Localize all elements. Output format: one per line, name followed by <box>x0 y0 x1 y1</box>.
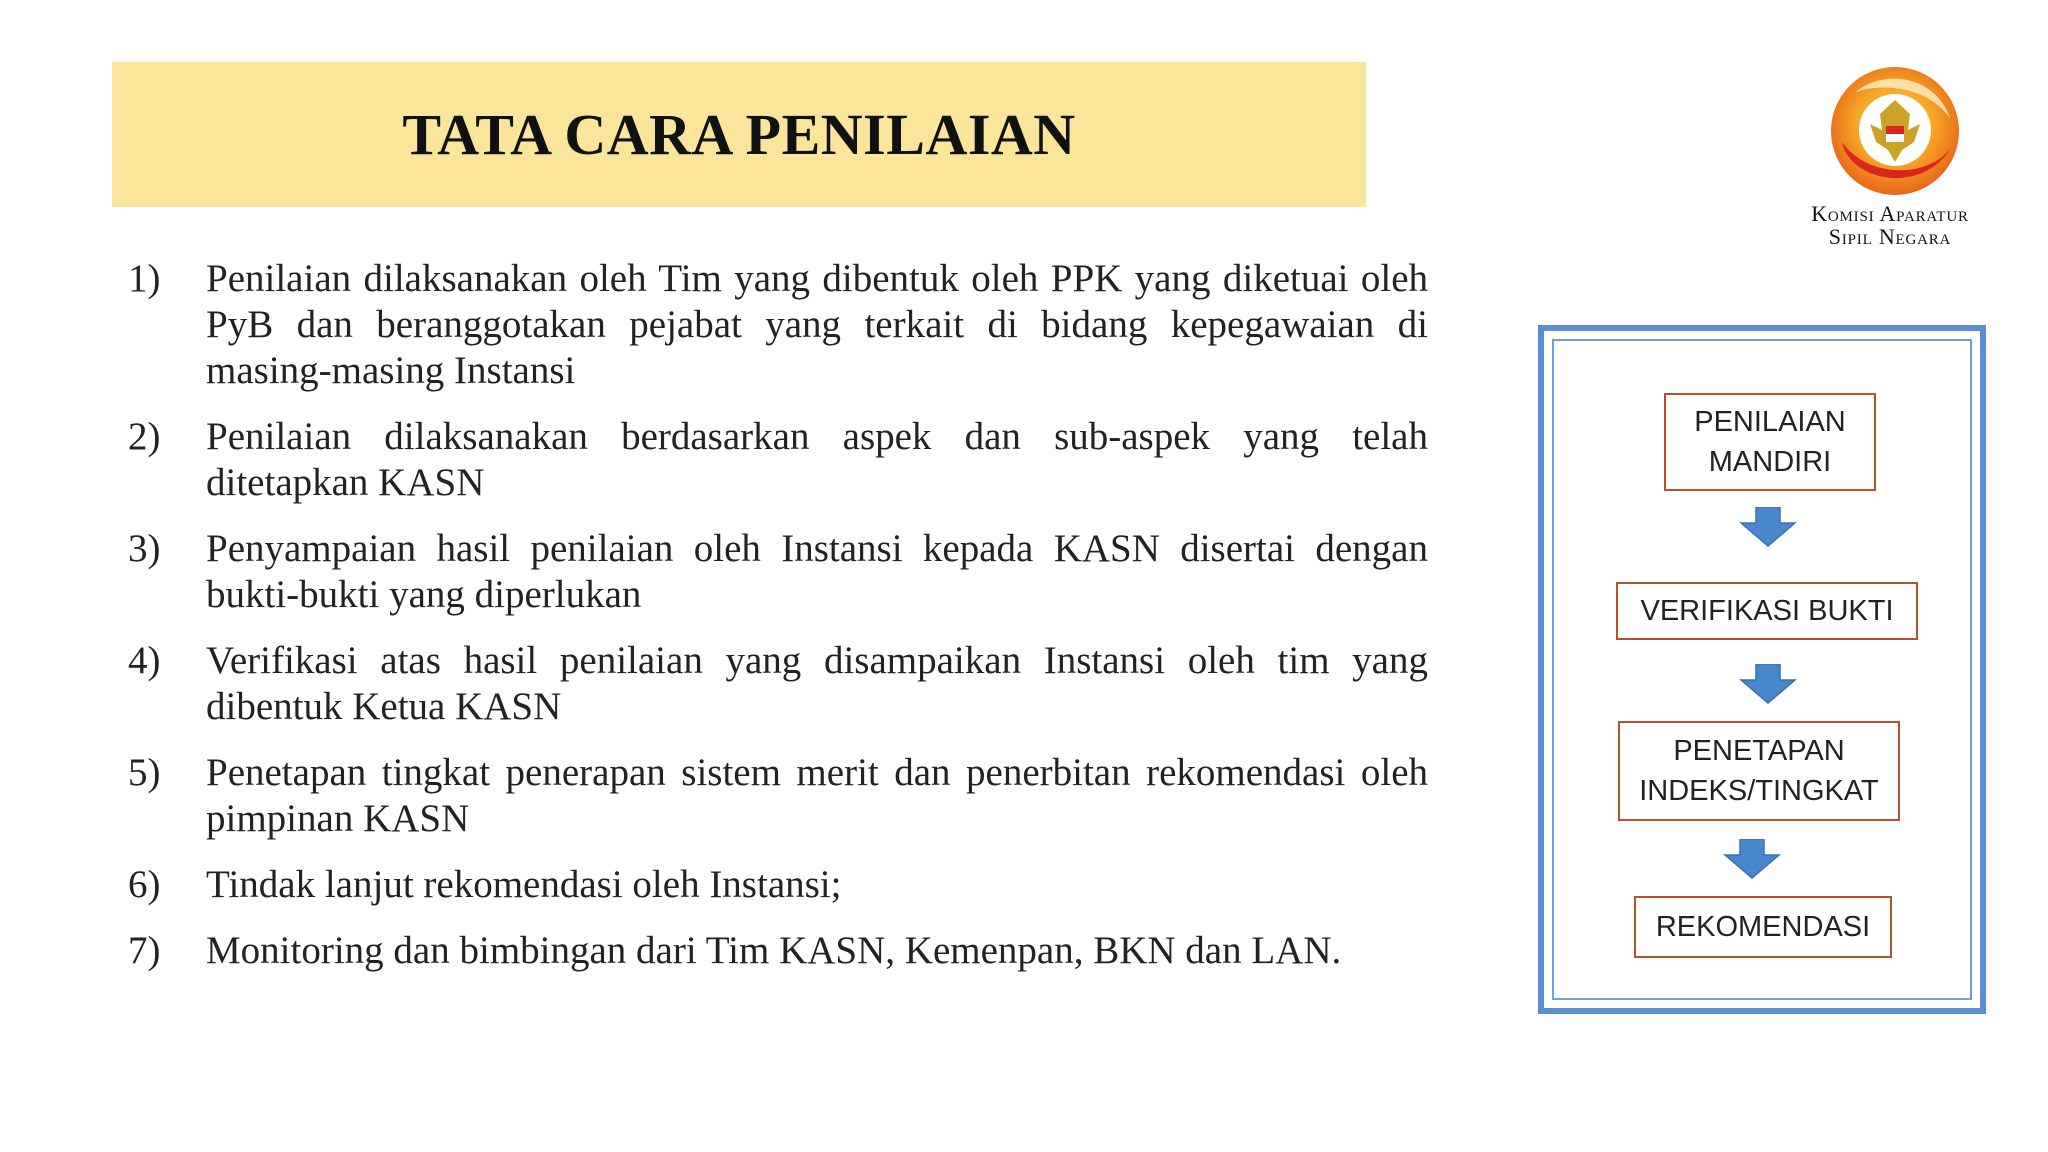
step-number: 7) <box>128 929 161 972</box>
down-arrow-icon <box>1723 839 1781 879</box>
step-number: 2) <box>128 415 161 458</box>
step-number: 1) <box>128 257 161 300</box>
logo-text-line1: Komisi Aparatur <box>1811 201 1969 226</box>
step-number: 6) <box>128 863 161 906</box>
step-text: Tindak lanjut rekomendasi oleh Instansi; <box>206 863 842 906</box>
flow-box-penetapan-indeks <box>1618 721 1900 821</box>
step-text: Monitoring dan bimbingan dari Tim KASN, Kemenpan, BKN dan LAN. <box>206 929 1342 972</box>
flow-box-rekomendasi <box>1634 896 1892 958</box>
procedure-step-4 <box>128 638 1428 730</box>
flow-box-label: VERIFIKASI BUKTI <box>1640 595 1894 627</box>
down-arrow-icon <box>1739 664 1797 704</box>
flow-diagram-panel <box>1538 325 1986 1014</box>
kasn-emblem-icon <box>1828 64 1962 198</box>
flow-box-label: PENILAIAN <box>1694 406 1846 438</box>
slide-title: TATA CARA PENILAIAN <box>402 102 1076 167</box>
step-text: Penetapan tingkat penerapan sistem merit dan penerbitan rekomendasi oleh pimpinan KASN <box>206 751 1428 840</box>
procedure-step-5 <box>128 750 1428 842</box>
step-text: Penilaian dilaksanakan berdasarkan aspek dan sub-aspek yang telah ditetapkan KASN <box>206 415 1428 504</box>
step-text: Verifikasi atas hasil penilaian yang disampaikan Instansi oleh tim yang dibentuk Ketua KASN <box>206 639 1428 728</box>
procedure-step-7 <box>128 928 1428 974</box>
title-banner <box>112 62 1366 207</box>
procedure-list <box>128 256 1428 994</box>
flow-box-verifikasi-bukti <box>1616 582 1918 640</box>
flow-box-label: REKOMENDASI <box>1655 911 1871 943</box>
flow-box-label: INDEKS/TINGKAT <box>1639 775 1879 807</box>
flow-box-penilaian-mandiri <box>1664 393 1876 491</box>
procedure-step-3 <box>128 526 1428 618</box>
down-arrow-icon <box>1739 507 1797 547</box>
step-number: 5) <box>128 751 161 794</box>
flow-box-label: PENETAPAN <box>1673 735 1845 767</box>
procedure-step-6 <box>128 862 1428 908</box>
procedure-step-1 <box>128 256 1428 394</box>
flow-diagram-inner-frame <box>1552 339 1972 1000</box>
step-text: Penyampaian hasil penilaian oleh Instansi kepada KASN disertai dengan bukti-bukti yang diperlukan <box>206 527 1428 616</box>
procedure-step-2 <box>128 414 1428 506</box>
step-number: 3) <box>128 527 161 570</box>
kasn-logo <box>1770 64 2010 254</box>
step-text: Penilaian dilaksanakan oleh Tim yang dibentuk oleh PPK yang diketuai oleh PyB dan beranggotakan pejabat yang terkait di bidang kepegawaian di masing-masing Instansi <box>206 257 1428 392</box>
step-number: 4) <box>128 639 161 682</box>
flow-box-label: MANDIRI <box>1708 446 1832 478</box>
logo-text-line2: Sipil Negara <box>1828 224 1952 249</box>
